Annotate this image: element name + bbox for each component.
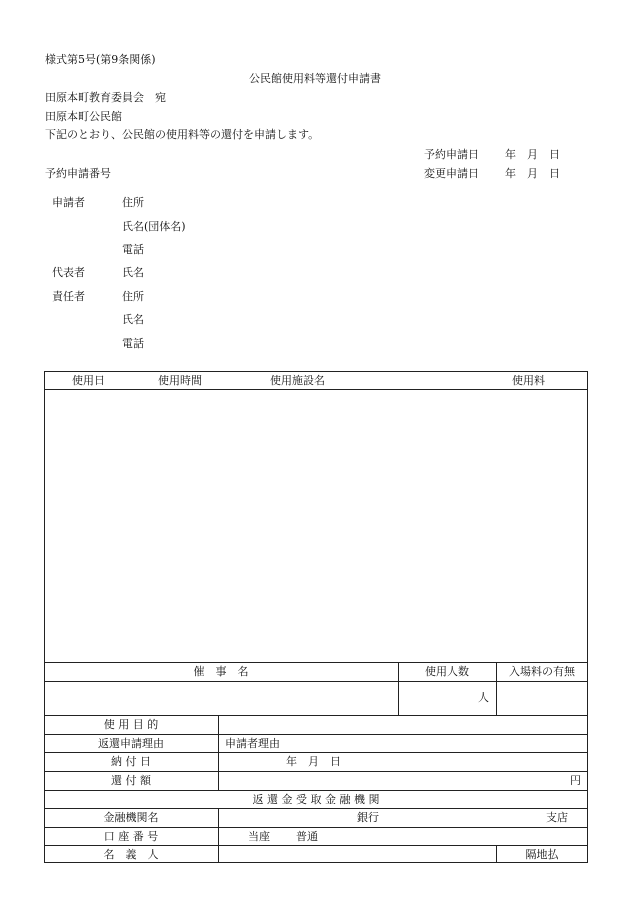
event-name-label: 催 事 名	[193, 665, 249, 678]
row-line-5	[44, 771, 588, 772]
admission-label: 入場料の有無	[509, 665, 575, 678]
col-date: 使用日	[72, 374, 105, 387]
representative-label: 代表者	[52, 266, 85, 279]
yen-unit: 円	[570, 774, 581, 787]
row-line-2	[44, 715, 588, 716]
applicant-name-label: 氏名(団体名)	[122, 220, 186, 233]
change-date-value: 年 月 日	[505, 167, 560, 180]
responsible-label: 責任者	[52, 290, 85, 303]
hall-name: 田原本町公民館	[45, 110, 122, 123]
reservation-date-label: 予約申請日	[424, 148, 479, 161]
remote-payment-label: 隔地払	[525, 848, 559, 861]
applicant-address-label: 住所	[122, 196, 144, 209]
bank-name-label: 金融機関名	[103, 811, 159, 824]
form-title: 公民館使用料等還付申請書	[249, 72, 381, 85]
reservation-date-value: 年 月 日	[505, 148, 560, 161]
account-number-label: 口 座 番 号	[103, 830, 159, 843]
change-date-label: 変更申請日	[424, 167, 479, 180]
row-line-1	[44, 681, 588, 682]
usage-table	[44, 371, 588, 663]
statement: 下記のとおり、公民館の使用料等の還付を申請します。	[45, 128, 320, 141]
row-line-8	[44, 827, 588, 828]
branch-unit: 支店	[546, 811, 568, 824]
representative-name-label: 氏名	[122, 266, 144, 279]
account-current: 当座	[248, 830, 270, 843]
row-line-6	[44, 790, 588, 791]
responsible-address-label: 住所	[122, 290, 144, 303]
applicant-reason-label: 申請者理由	[225, 737, 280, 750]
applicant-phone-label: 電話	[122, 243, 144, 256]
bank-unit: 銀行	[357, 811, 379, 824]
row-line-7	[44, 808, 588, 809]
payment-date-value: 年 月 日	[286, 755, 341, 768]
attendees-label: 使用人数	[425, 665, 469, 678]
col-line-label-b	[218, 808, 219, 863]
usage-header-divider	[44, 389, 588, 390]
row-line-3	[44, 734, 588, 735]
account-ordinary: 普通	[296, 830, 318, 843]
form-number: 様式第5号(第9条関係)	[45, 53, 156, 66]
purpose-label: 使 用 目 的	[103, 718, 159, 731]
holder-label: 名 義 人	[103, 848, 159, 861]
responsible-phone-label: 電話	[122, 337, 144, 350]
applicant-label: 申請者	[52, 196, 85, 209]
refund-reason-label: 返還申請理由	[98, 737, 164, 750]
bank-section-label: 返 還 金 受 取 金 融 機 関	[252, 793, 380, 806]
col-time: 使用時間	[158, 374, 202, 387]
row-line-4	[44, 752, 588, 753]
col-facility: 使用施設名	[270, 374, 325, 387]
person-unit: 人	[478, 691, 489, 704]
reservation-number-label: 予約申請番号	[45, 167, 111, 180]
payment-date-label: 納 付 日	[111, 755, 151, 768]
row-line-9	[44, 845, 588, 846]
refund-amount-label: 還 付 額	[111, 774, 151, 787]
responsible-name-label: 氏名	[122, 313, 144, 326]
col-line-label-a	[218, 715, 219, 790]
addressee: 田原本町教育委員会 宛	[45, 91, 166, 104]
col-fee: 使用料	[512, 374, 545, 387]
